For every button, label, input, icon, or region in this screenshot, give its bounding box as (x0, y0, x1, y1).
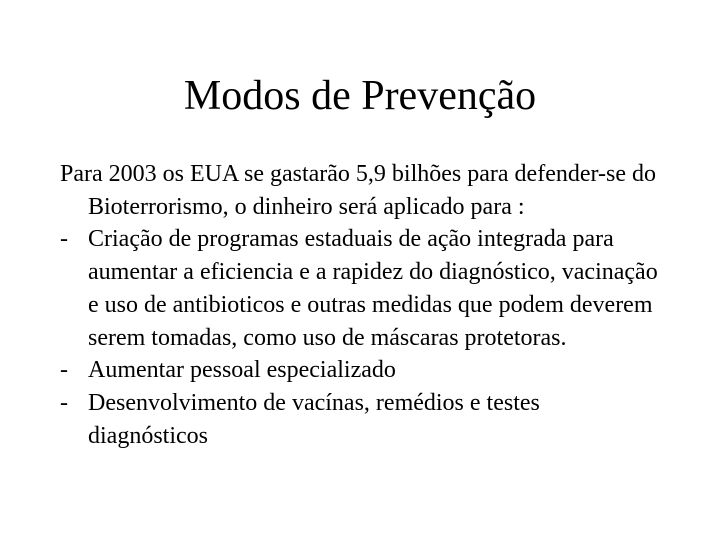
bullet-dash: - (60, 357, 68, 384)
slide-title: Modos de Prevenção (183, 73, 537, 119)
intro-paragraph: Para 2003 os EUA se gastarão 5,9 bilhões para defender-se do Bioterrorismo, o dinheiro será aplicado para : (60, 161, 657, 220)
bullet-dash: - (60, 389, 68, 416)
bullet-text: Desenvolvimento de vacínas, remédios e testes diagnósticos (88, 389, 540, 449)
slide-body (60, 158, 660, 452)
bullet-item (60, 387, 660, 452)
bullet-item (60, 223, 660, 354)
bullet-dash: - (60, 226, 68, 253)
bullet-item (60, 354, 660, 387)
bullet-text: Aumentar pessoal especializado (88, 357, 396, 384)
bullet-text: Criação de programas estaduais de ação integrada para aumentar a eficiencia e a rapidez do diagnóstico, vacinação e uso de antibioticos e outras medidas que podem deverem serem tomadas, como uso de máscaras protetoras. (88, 226, 658, 351)
